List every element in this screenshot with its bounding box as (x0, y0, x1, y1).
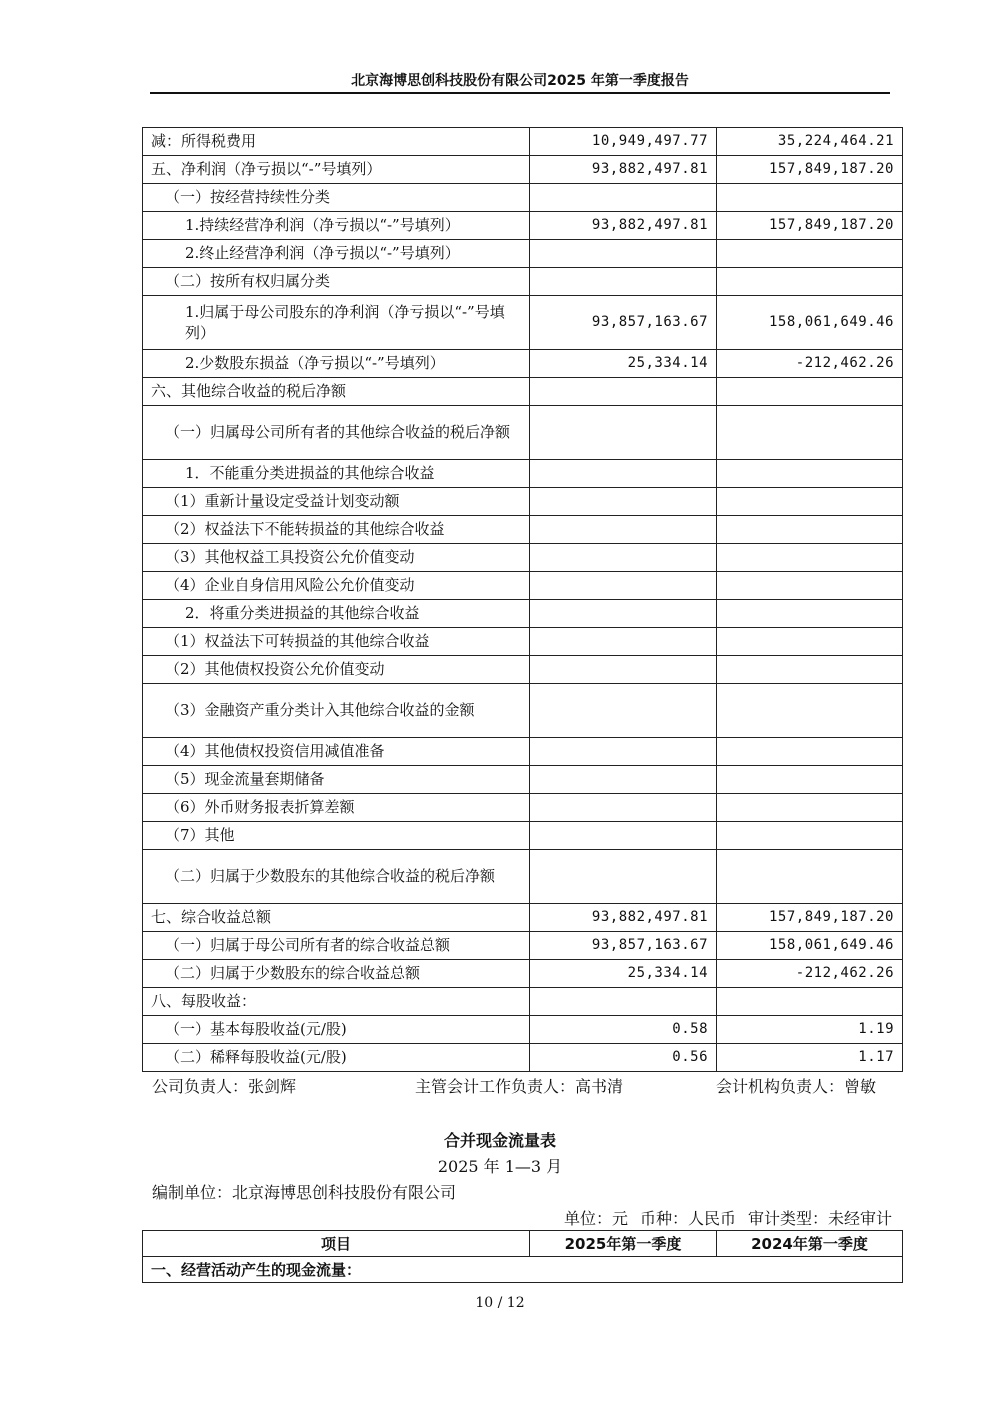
table-row (143, 960, 903, 988)
value-2024-q1 (717, 378, 903, 406)
value-2025-q1 (530, 406, 717, 460)
table-row (143, 212, 903, 240)
value-2024-q1 (717, 850, 903, 904)
row-label: （二）按所有权归属分类 (143, 268, 530, 296)
row-label: 减：所得税费用 (143, 128, 530, 156)
value-2024-q1 (717, 794, 903, 822)
value-2024-q1 (717, 600, 903, 628)
table-row (143, 406, 903, 460)
row-label: （3）金融资产重分类计入其他综合收益的金额 (143, 684, 530, 738)
value-2024-q1 (717, 240, 903, 268)
value-2024-q1: 35,224,464.21 (717, 128, 903, 156)
cashflow-compiler: 编制单位：北京海博思创科技股份有限公司 (152, 1183, 457, 1202)
value-2024-q1: 157,849,187.20 (717, 156, 903, 184)
col-2025-header: 2025年第一季度 (530, 1231, 717, 1257)
table-row (143, 822, 903, 850)
value-2025-q1 (530, 738, 717, 766)
col-2024-header: 2024年第一季度 (717, 1231, 903, 1257)
value-2025-q1 (530, 822, 717, 850)
row-label: 七、综合收益总额 (143, 904, 530, 932)
row-label: （2）其他债权投资公允价值变动 (143, 656, 530, 684)
value-2024-q1 (717, 988, 903, 1016)
row-label: （2）权益法下不能转损益的其他综合收益 (143, 516, 530, 544)
value-2024-q1 (717, 516, 903, 544)
page-header-title: 北京海博思创科技股份有限公司2025 年第一季度报告 (351, 73, 689, 89)
value-2025-q1 (530, 766, 717, 794)
value-2024-q1: 1.19 (717, 1016, 903, 1044)
accounting-org-head-signature: 会计机构负责人：曾敏 (716, 1077, 877, 1096)
value-2024-q1: 157,849,187.20 (717, 212, 903, 240)
value-2025-q1 (530, 268, 717, 296)
table-row (143, 350, 903, 378)
row-label: 1.持续经营净利润（净亏损以“-”号填列） (143, 212, 530, 240)
value-2025-q1: 25,334.14 (530, 350, 717, 378)
row-label: （4）其他债权投资信用减值准备 (143, 738, 530, 766)
value-2024-q1: 1.17 (717, 1044, 903, 1072)
value-2025-q1: 0.58 (530, 1016, 717, 1044)
row-label: （二）归属于少数股东的其他综合收益的税后净额 (143, 850, 530, 904)
value-2025-q1 (530, 544, 717, 572)
row-label: 2．将重分类进损益的其他综合收益 (143, 600, 530, 628)
value-2024-q1: 158,061,649.46 (717, 296, 903, 350)
table-row (143, 766, 903, 794)
row-label: （1）权益法下可转损益的其他综合收益 (143, 628, 530, 656)
value-2025-q1 (530, 628, 717, 656)
accounting-head-signature: 主管会计工作负责人：高书清 (415, 1077, 624, 1096)
row-label: 2.终止经营净利润（净亏损以“-”号填列） (143, 240, 530, 268)
value-2025-q1 (530, 184, 717, 212)
value-2025-q1 (530, 988, 717, 1016)
value-2024-q1: -212,462.26 (717, 960, 903, 988)
value-2024-q1 (717, 766, 903, 794)
table-row (143, 684, 903, 738)
value-2024-q1 (717, 184, 903, 212)
value-2024-q1 (717, 572, 903, 600)
operating-section-label: 一、经营活动产生的现金流量： (143, 1257, 903, 1283)
row-label: 2.少数股东损益（净亏损以“-”号填列） (143, 350, 530, 378)
row-label: （二）稀释每股收益(元/股) (143, 1044, 530, 1072)
unit-label: 单位：元 (563, 1209, 628, 1228)
value-2025-q1 (530, 572, 717, 600)
value-2024-q1 (717, 488, 903, 516)
value-2024-q1 (717, 544, 903, 572)
table-row (143, 572, 903, 600)
value-2024-q1 (717, 406, 903, 460)
value-2025-q1 (530, 600, 717, 628)
table-row (143, 988, 903, 1016)
value-2024-q1: -212,462.26 (717, 350, 903, 378)
row-label: 六、其他综合收益的税后净额 (143, 378, 530, 406)
row-label: （1）重新计量设定受益计划变动额 (143, 488, 530, 516)
table-row (143, 296, 903, 350)
row-label: （3）其他权益工具投资公允价值变动 (143, 544, 530, 572)
value-2024-q1 (717, 628, 903, 656)
table-row (143, 738, 903, 766)
value-2024-q1 (717, 822, 903, 850)
row-label: （一）基本每股收益(元/股) (143, 1016, 530, 1044)
page-number: 10 / 12 (475, 1295, 525, 1311)
currency-label: 币种：人民币 (639, 1209, 736, 1228)
table-row (143, 932, 903, 960)
row-label: 1．不能重分类进损益的其他综合收益 (143, 460, 530, 488)
cashflow-header-row (143, 1231, 903, 1257)
row-label: （7）其他 (143, 822, 530, 850)
table-row (143, 1044, 903, 1072)
cashflow-section-row (143, 1257, 903, 1283)
row-label: （一）按经营持续性分类 (143, 184, 530, 212)
value-2025-q1 (530, 516, 717, 544)
row-label: （5）现金流量套期储备 (143, 766, 530, 794)
table-row (143, 460, 903, 488)
value-2025-q1 (530, 656, 717, 684)
row-label: 1.归属于母公司股东的净利润（净亏损以“-”号填列） (143, 296, 530, 350)
value-2025-q1 (530, 684, 717, 738)
value-2024-q1 (717, 460, 903, 488)
value-2024-q1: 158,061,649.46 (717, 932, 903, 960)
row-label: （一）归属母公司所有者的其他综合收益的税后净额 (143, 406, 530, 460)
table-row (143, 156, 903, 184)
value-2025-q1 (530, 460, 717, 488)
value-2024-q1: 157,849,187.20 (717, 904, 903, 932)
cashflow-period: 2025 年 1—3 月 (437, 1157, 563, 1176)
value-2025-q1 (530, 850, 717, 904)
value-2025-q1: 0.56 (530, 1044, 717, 1072)
value-2025-q1 (530, 488, 717, 516)
company-head-signature: 公司负责人：张剑辉 (152, 1077, 297, 1096)
row-label: 八、每股收益： (143, 988, 530, 1016)
value-2025-q1: 93,882,497.81 (530, 212, 717, 240)
income-statement-table (142, 127, 903, 1072)
value-2024-q1 (717, 268, 903, 296)
row-label: （一）归属于母公司所有者的综合收益总额 (143, 932, 530, 960)
row-label: （6）外币财务报表折算差额 (143, 794, 530, 822)
table-row (143, 268, 903, 296)
value-2025-q1: 10,949,497.77 (530, 128, 717, 156)
table-row (143, 378, 903, 406)
table-row (143, 1016, 903, 1044)
value-2025-q1: 93,857,163.67 (530, 932, 717, 960)
header-rule (150, 92, 890, 94)
row-label: 五、净利润（净亏损以“-”号填列） (143, 156, 530, 184)
value-2024-q1 (717, 656, 903, 684)
table-row (143, 850, 903, 904)
value-2025-q1: 93,882,497.81 (530, 156, 717, 184)
value-2024-q1 (717, 684, 903, 738)
col-item-header: 项目 (143, 1231, 530, 1257)
cashflow-meta (552, 1206, 892, 1229)
value-2024-q1 (717, 738, 903, 766)
value-2025-q1: 25,334.14 (530, 960, 717, 988)
value-2025-q1: 93,882,497.81 (530, 904, 717, 932)
cashflow-title: 合并现金流量表 (443, 1131, 556, 1150)
value-2025-q1: 93,857,163.67 (530, 296, 717, 350)
row-label: （二）归属于少数股东的综合收益总额 (143, 960, 530, 988)
table-row (143, 184, 903, 212)
table-row (143, 128, 903, 156)
table-row (143, 600, 903, 628)
value-2025-q1 (530, 794, 717, 822)
row-label: （4）企业自身信用风险公允价值变动 (143, 572, 530, 600)
cashflow-table (142, 1230, 903, 1283)
audit-type-label: 审计类型：未经审计 (747, 1209, 892, 1228)
table-row (143, 628, 903, 656)
value-2025-q1 (530, 240, 717, 268)
table-row (143, 516, 903, 544)
table-row (143, 656, 903, 684)
table-row (143, 544, 903, 572)
table-row (143, 488, 903, 516)
table-row (143, 794, 903, 822)
value-2025-q1 (530, 378, 717, 406)
table-row (143, 240, 903, 268)
table-row (143, 904, 903, 932)
